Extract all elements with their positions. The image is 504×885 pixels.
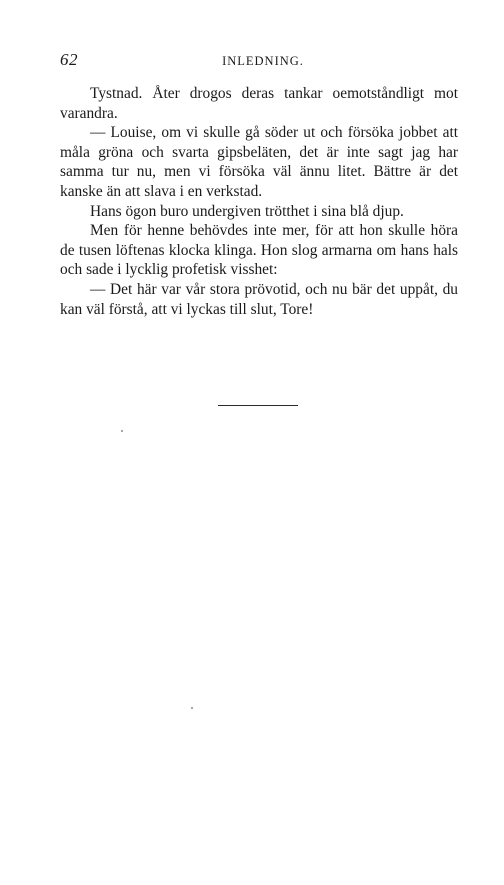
body-text: [60, 84, 458, 319]
paragraph: — Louise, om vi skulle gå söder ut och försöka jobbet att måla gröna och svarta gipsbeläten, det är inte sagt jag har samma tur nu, men vi försöka väl ännu litet. Bättre är det kanske än att slava i en verkstad.: [60, 124, 458, 200]
paragraph: Tystnad. Åter drogos deras tankar oemotståndligt mot varandra.: [60, 85, 458, 122]
paragraph: Hans ögon buro undergiven trötthet i sina blå djup.: [90, 202, 404, 220]
page-number: 62: [60, 50, 78, 69]
paper-speck: [121, 430, 123, 432]
section-divider-rule: [218, 405, 298, 406]
paper-speck: [191, 707, 193, 709]
running-head: INLEDNING.: [222, 54, 304, 68]
paragraph: — Det här var vår stora prövotid, och nu bär det uppåt, du kan väl förstå, att vi lyckas till slut, Tore!: [60, 280, 458, 318]
paragraph: Men för henne behövdes inte mer, för att hon skulle höra de tusen löftenas klocka klinga. Hon slog armarna om hans hals och sade i lycklig profetisk visshet:: [60, 222, 458, 279]
